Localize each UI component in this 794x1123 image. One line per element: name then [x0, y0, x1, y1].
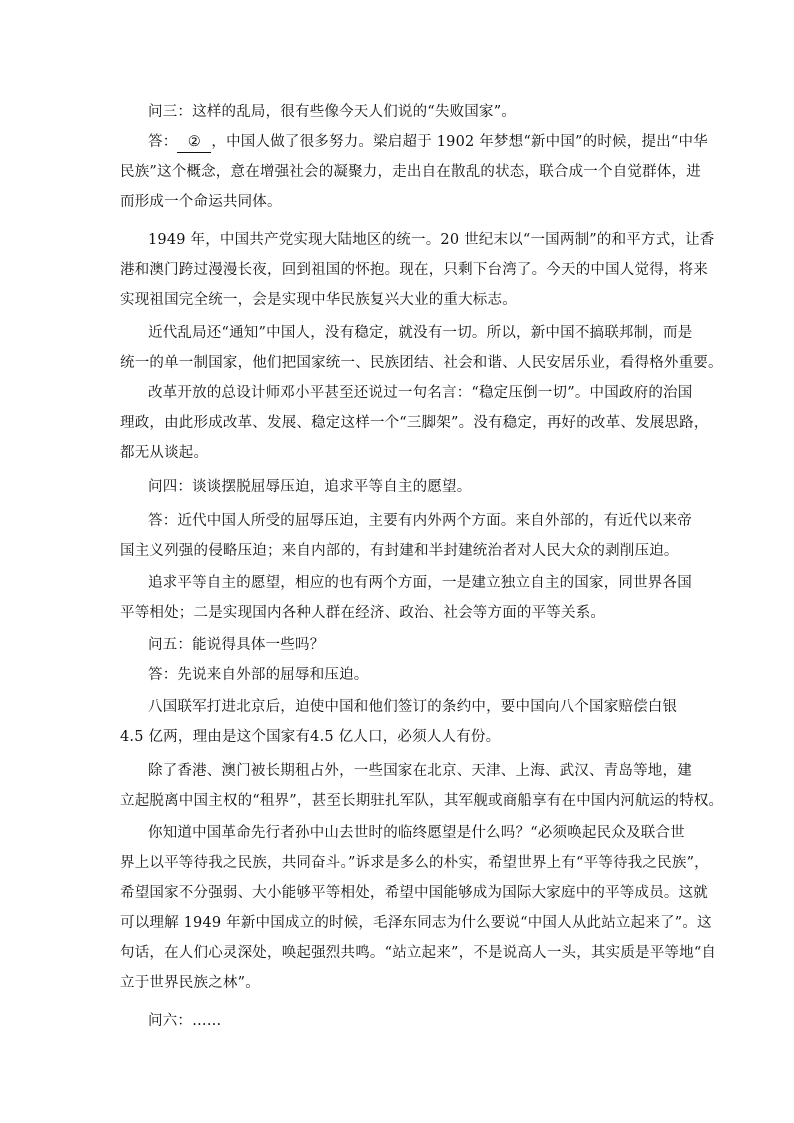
fill-in-blank: ②	[177, 132, 211, 153]
paragraph-unification	[120, 225, 715, 315]
question-6	[148, 1006, 222, 1036]
answer-4	[120, 506, 692, 566]
text-line: 八国联军打进北京后，迫使中国和他们签订的条约中，要中国向八个国家赔偿白银	[148, 699, 678, 715]
text-line: 界上以平等待我之民族，共同奋斗。”诉求是多么的朴实，希望世界上有“平等待我之民族”，	[120, 855, 709, 871]
text-line: 改革开放的总设计师邓小平甚至还说过一句名言：“稳定压倒一切”。中国政府的治国	[148, 385, 693, 401]
paragraph-concessions	[120, 756, 723, 816]
paragraph-sun-yat-sen	[120, 818, 716, 998]
text-line: ，中国人做了很多努力。梁启超于 1902 年梦想“新中国”的时候，提出“中华	[211, 134, 708, 150]
text-line: 民族”这个概念，意在增强社会的凝聚力，走出自在散乱的状态，联合成一个自觉群体，进	[120, 164, 701, 180]
text-line: 近代乱局还“通知”中国人，没有稳定，就没有一切。所以，新中国不搞联邦制，而是	[148, 325, 693, 341]
text-line: 除了香港、澳门被长期租占外，一些国家在北京、天津、上海、武汉、青岛等地，建	[148, 763, 692, 779]
text-line: 立于世界民族之林”。	[120, 975, 260, 991]
text-line: 1949 年，中国共产党实现大陆地区的统一。20 世纪末以“一国两制”的和平方式，让香	[148, 232, 715, 248]
text-line: 句话，在人们心灵深处，唤起强烈共鸣。“站立起来”，不是说高人一头，其实质是平等地“自	[120, 945, 717, 961]
answer-label: 答：	[148, 134, 178, 150]
text-line: 答：近代中国人所受的屈辱压迫，主要有内外两个方面。来自外部的，有近代以来帝	[148, 513, 692, 529]
question-5	[148, 630, 324, 660]
text-line: 立起脱离中国主权的“租界”，甚至长期驻扎军队，其军舰或商船享有在中国内河航运的特权。	[120, 793, 724, 809]
text-line: 理政，由此形成改革、发展、稳定这样一个“三脚架”。没有稳定，再好的改革、发展思路，	[120, 415, 709, 431]
text-line: 实现祖国完全统一，会是实现中华民族复兴大业的重大标志。	[120, 292, 517, 308]
text-line: 港和澳门跨过漫漫长夜，回到祖国的怀抱。现在，只剩下台湾了。今天的中国人觉得，将来	[120, 262, 708, 278]
text-line: 可以理解 1949 年新中国成立的时候，毛泽东同志为什么要说“中国人从此站立起来了”。这	[120, 915, 712, 931]
text-line: 你知道中国革命先行者孙中山去世时的临终愿望是什么吗？“必须唤起民众及联合世	[148, 825, 685, 841]
text-line: 追求平等自主的愿望，相应的也有两个方面，一是建立独立自主的国家，同世界各国	[148, 575, 692, 591]
question-3	[148, 97, 516, 127]
text-line: 平等相处；二是实现国内各种人群在经济、政治、社会等方面的平等关系。	[120, 605, 606, 621]
text-line: 4.5 亿两，理由是这个国家有4.5 亿人口，必须人人有份。	[120, 729, 501, 745]
answer-3	[120, 127, 708, 217]
question-4	[148, 472, 471, 502]
paragraph-equality	[120, 568, 692, 628]
paragraph-stability	[120, 318, 723, 378]
text-line: 希望国家不分强弱、大小能够平等相处，希望中国能够成为国际大家庭中的平等成员。这就	[120, 885, 708, 901]
text-line: 统一的单一制国家，他们把国家统一、民族团结、社会和谐、人民安居乐业，看得格外重要。	[120, 355, 723, 371]
text-line: 国主义列强的侵略压迫；来自内部的，有封建和半封建统治者对人民大众的剥削压迫。	[120, 543, 679, 559]
text-line: 问三：这样的乱局，很有些像今天人们说的“失败国家”。	[148, 104, 517, 120]
paragraph-deng-xiaoping	[120, 378, 709, 468]
text-line: 都无从谈起。	[120, 445, 209, 461]
text-line: 问四：谈谈摆脱屈辱压迫，追求平等自主的愿望。	[148, 479, 472, 495]
answer-5	[148, 660, 369, 690]
text-line: 问六：……	[148, 1013, 222, 1029]
text-line: 而形成一个命运共同体。	[120, 194, 282, 210]
text-line: 答：先说来自外部的屈辱和压迫。	[148, 667, 369, 683]
paragraph-eight-nation-alliance	[120, 692, 677, 752]
text-line: 问五：能说得具体一些吗？	[148, 637, 325, 653]
